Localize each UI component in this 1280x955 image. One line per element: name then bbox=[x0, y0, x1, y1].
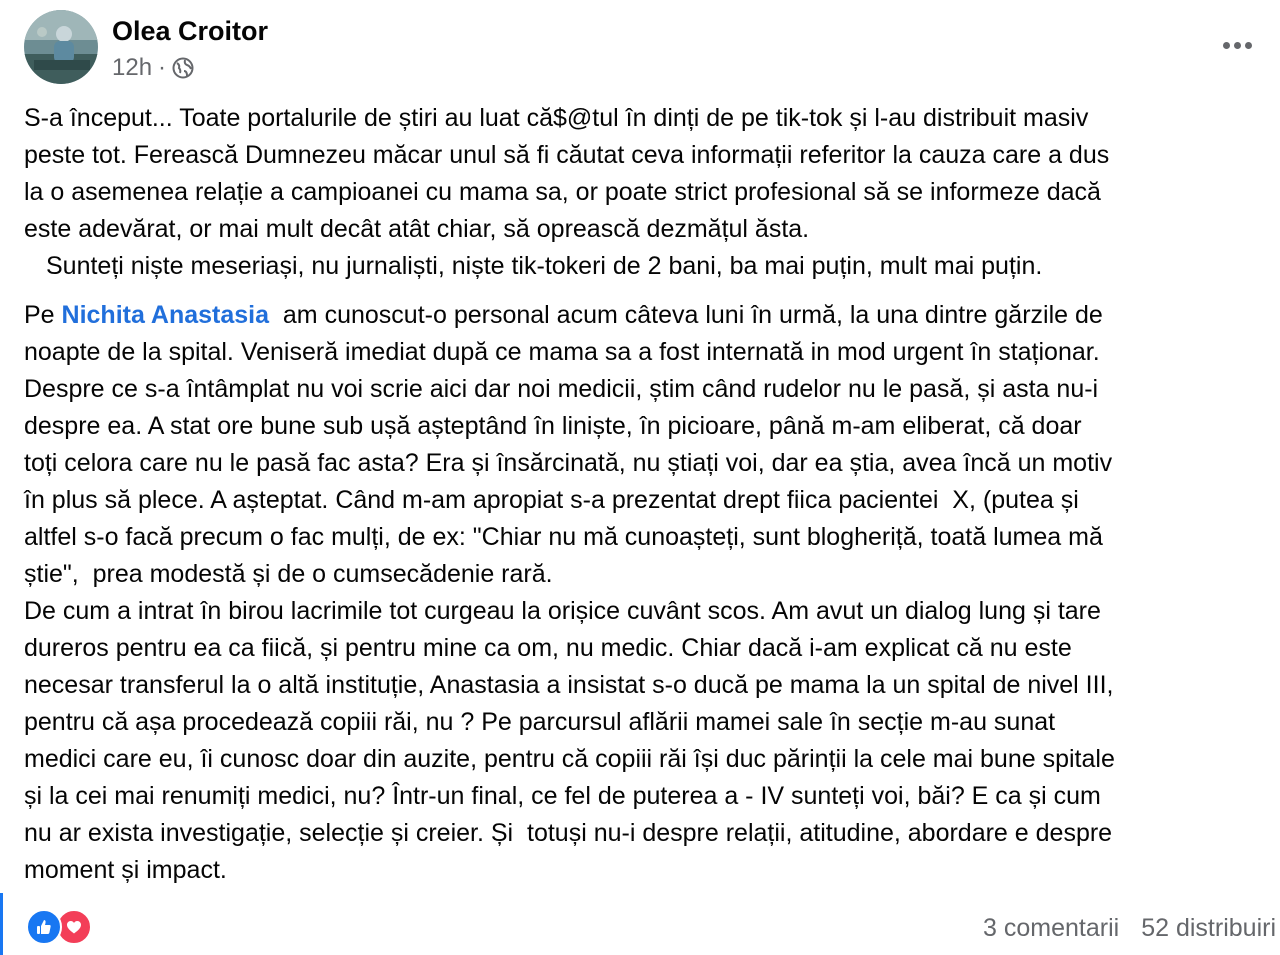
text-line: necesar transferul la o altă instituție, Anastasia a insistat s-o ducă pe mama la un spital de nivel III, bbox=[24, 671, 1114, 699]
more-options-icon[interactable] bbox=[1214, 28, 1260, 62]
author-avatar[interactable] bbox=[24, 10, 98, 84]
post-header bbox=[24, 10, 268, 84]
text-line: este adevărat, or mai mult decât atât chiar, să oprească dezmățul ăsta. bbox=[24, 215, 810, 243]
text-line: altfel s-o facă precum o fac mulți, de ex: "Chiar nu mă cunoașteți, sunt blogheriță, toată lumea mă bbox=[24, 523, 1103, 551]
text-line: și la cei mai renumiți medici, nu? Într-un final, ce fel de puterea a - IV sunteți voi, băi? E ca și cum bbox=[24, 782, 1101, 810]
text-line: S-a început... Toate portalurile de știri au luat că$@tul în dinți de pe tik-tok și l-au distribuit masiv bbox=[24, 104, 1089, 132]
author-name[interactable]: Olea Croitor bbox=[112, 16, 269, 46]
meta-separator: · bbox=[158, 54, 167, 81]
text-line: medici care eu, îi cunosc doar din auzite, pentru că copiii răi își duc părinții la cele mai bune spitale bbox=[24, 745, 1115, 773]
post-timestamp[interactable]: 12h bbox=[112, 54, 153, 81]
text-line: noapte de la spital. Veniseră imediat după ce mama sa a fost internată in mod urgent în staționar. bbox=[24, 338, 1100, 366]
text-line: pentru că așa procedează copiii răi, nu ? Pe parcursul aflării mamei sale în secție m-au sunat bbox=[24, 708, 1056, 736]
paragraph-2 bbox=[24, 297, 1280, 889]
text-line: știe", prea modestă și de o cumsecădenie rară. bbox=[24, 560, 553, 588]
avatar-photo-icon bbox=[24, 10, 98, 84]
globe-icon[interactable] bbox=[172, 57, 194, 79]
paragraph-1 bbox=[24, 100, 1280, 285]
text-line: toți celora care nu le pasă fac asta? Era și însărcinată, nu știați voi, dar ea știa, avea încă un motiv bbox=[24, 449, 1113, 477]
text-line: în plus să plece. A așteptat. Când m-am apropiat s-a prezentat drept fiica pacientei X, (putea și bbox=[24, 486, 1079, 514]
text-line: nu ar exista investigație, selecție și creier. Și totuși nu-i despre relații, atitudine, abordare e despre bbox=[24, 819, 1113, 847]
text-line: peste tot. Ferească Dumnezeu măcar unul să fi căutat ceva informații referitor la cauza care a dus bbox=[24, 141, 1110, 169]
post-stats bbox=[983, 913, 1276, 943]
text-line: Sunteți niște meseriași, nu jurnaliști, niște tik-tokeri de 2 bani, ba mai puțin, mult mai puțin. bbox=[46, 252, 1043, 280]
shares-count-link[interactable]: 52 distribuiri bbox=[1141, 914, 1276, 942]
text-line: despre ea. A stat ore bune sub ușă așteptând în liniște, în picioare, până m-am eliberat, că doar bbox=[24, 412, 1082, 440]
text-line: am cunoscut-o personal acum câteva luni în urmă, la una dintre gărzile de bbox=[269, 301, 1103, 329]
comments-count-link[interactable]: 3 comentarii bbox=[983, 914, 1120, 942]
text-line: dureros pentru ea ca fiică, și pentru mine ca om, nu medic. Chiar dacă i-am explicat că nu este bbox=[24, 634, 1072, 662]
text-line: Pe bbox=[24, 301, 62, 329]
post-subline bbox=[112, 54, 268, 82]
post-text bbox=[24, 100, 1280, 889]
text-line: moment și impact. bbox=[24, 856, 227, 884]
post-meta bbox=[112, 16, 268, 82]
text-line: Despre ce s-a întâmplat nu voi scrie aici dar noi medicii, știm când rudelor nu le pasă, și asta nu-i bbox=[24, 375, 1099, 403]
like-icon bbox=[26, 909, 62, 945]
reactions-summary[interactable] bbox=[26, 909, 92, 945]
text-line: De cum a intrat în birou lacrimile tot curgeau la orișice cuvânt scos. Am avut un dialog lung și tare bbox=[24, 597, 1101, 625]
post-footer bbox=[0, 905, 1280, 953]
text-line: la o asemenea relație a campioanei cu mama sa, or poate strict profesional să se informeze dacă bbox=[24, 178, 1101, 206]
mention-link[interactable]: Nichita Anastasia bbox=[61, 301, 270, 329]
